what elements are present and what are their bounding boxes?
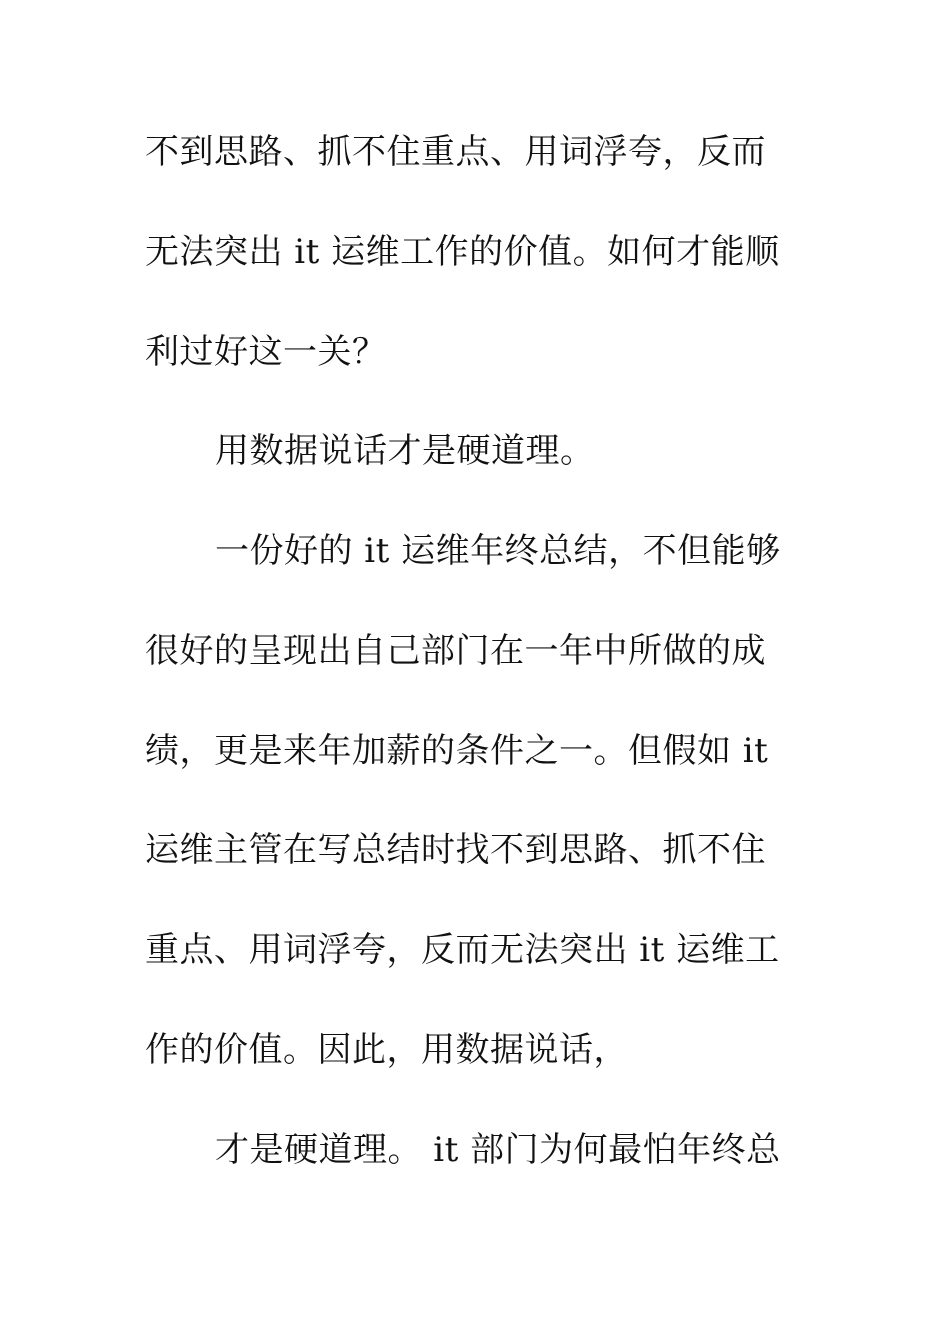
text-line: 很好的呈现出自己部门在一年中所做的成 bbox=[145, 631, 766, 671]
paragraph-line: 一份好的 it 运维年终总结，不但能够 bbox=[215, 531, 781, 571]
text-line: 作的价值。因此，用数据说话， bbox=[145, 1030, 628, 1070]
text-line: 利过好这一关？ bbox=[145, 332, 387, 372]
text-line: 绩，更是来年加薪的条件之一。但假如 it bbox=[145, 731, 769, 771]
paragraph-line: 才是硬道理。 it 部门为何最怕年终总 bbox=[215, 1130, 781, 1170]
paragraph-line: 用数据说话才是硬道理。 bbox=[215, 431, 595, 471]
text-line: 不到思路、抓不住重点、用词浮夸，反而 bbox=[145, 132, 766, 172]
text-line: 无法突出 it 运维工作的价值。如何才能顺 bbox=[145, 232, 780, 272]
text-line: 运维主管在写总结时找不到思路、抓不住 bbox=[145, 830, 766, 870]
text-line: 重点、用词浮夸，反而无法突出 it 运维工 bbox=[145, 930, 780, 970]
